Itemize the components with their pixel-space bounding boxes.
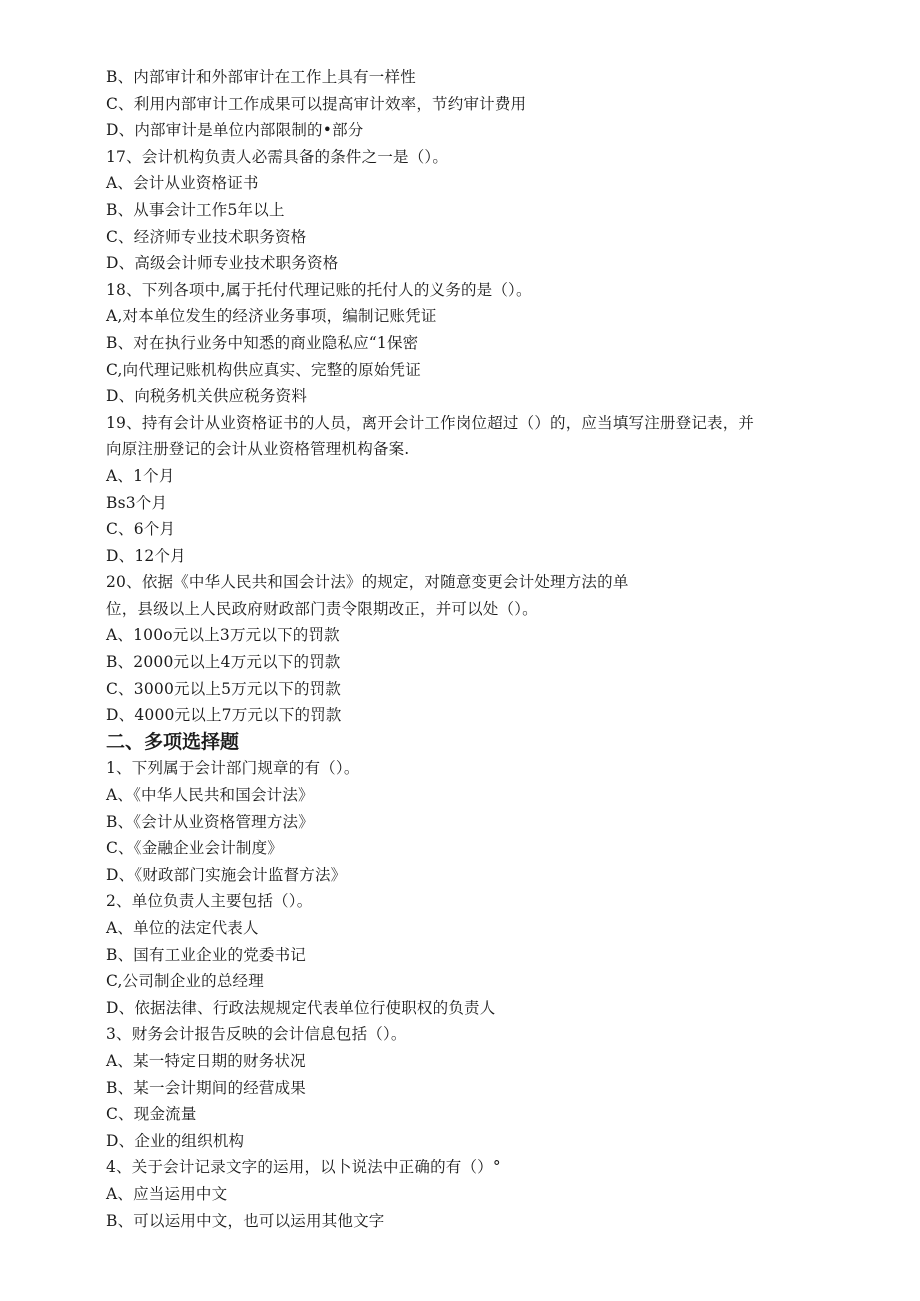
- answer-option-line: A、1个月: [106, 466, 175, 485]
- answer-option-line: A、应当运用中文: [106, 1184, 228, 1203]
- answer-option-line: D、依据法律、行政法规规定代表单位行使职权的负责人: [106, 998, 496, 1017]
- answer-option-line: A、单位的法定代表人: [106, 919, 259, 937]
- answer-option-line: D、12个月: [106, 546, 186, 565]
- answer-option-line: B、《会计从业资格管理方法》: [106, 812, 314, 831]
- answer-option-line: D、向税务机关供应税务资料: [106, 387, 308, 406]
- answer-option-line: C、《金融企业会计制度》: [106, 839, 284, 858]
- answer-option-line: D、4000元以上7万元以下的罚款: [106, 706, 342, 725]
- answer-option-line: B、某一会计期间的经营成果: [106, 1078, 306, 1097]
- answer-option-line: B、对在执行业务中知悉的商业隐私应“1保密: [106, 333, 419, 352]
- answer-option-line: B、可以运用中文，也可以运用其他文字: [106, 1211, 385, 1230]
- answer-option-line: B、从事会计工作5年以上: [106, 200, 285, 219]
- answer-option-line: C、6个月: [106, 520, 176, 539]
- answer-option-line: C,公司制企业的总经理: [106, 972, 264, 991]
- answer-option-line: A、某一特定日期的财务状况: [106, 1051, 306, 1070]
- answer-option-line: C,向代理记账机构供应真实、完整的原始凭证: [106, 360, 421, 379]
- answer-option-line: B、内部审计和外部审计在工作上具有一样性: [106, 68, 416, 86]
- answer-option-line: C、经济师专业技术职务资格: [106, 227, 307, 246]
- answer-option-line: C、利用内部审计工作成果可以提高审计效率，节约审计费用: [106, 94, 527, 113]
- answer-option-line: B、国有工业企业的党委书记: [106, 945, 306, 964]
- answer-option-line: A、《中华人民共和国会计法》: [106, 786, 314, 805]
- answer-option-line: D、企业的组织机构: [106, 1131, 245, 1150]
- answer-option-line: D、高级会计师专业技术职务资格: [106, 254, 339, 273]
- answer-option-line: A、100o元以上3万元以下的罚款: [106, 626, 340, 645]
- answer-option-line: D、《财政部门实施会计监督方法》: [106, 865, 347, 884]
- answer-option-line: C、3000元以上5万元以下的罚款: [106, 679, 342, 698]
- question-continuation-line: 向原注册登记的会计从业资格管理机构备案.: [106, 440, 410, 459]
- question-line: 1、下列属于会计部门规章的有（）。: [106, 759, 360, 778]
- question-line: 17、会计机构负责人必需具备的条件之一是（）。: [106, 147, 449, 166]
- question-line: 18、下列各项中,属于托付代理记账的托付人的义务的是（）。: [106, 280, 532, 299]
- question-line: 4、关于会计记录文字的运用，以卜说法中正确的有（）°: [106, 1158, 501, 1177]
- answer-option-line: C、现金流量: [106, 1105, 197, 1124]
- question-line: 2、单位负责人主要包括（）。: [106, 892, 313, 911]
- question-line: 19、持有会计从业资格证书的人员，离开会计工作岗位超过（）的，应当填写注册登记表，并: [106, 413, 755, 432]
- answer-option-line: Bs3个月: [106, 493, 168, 512]
- section-heading: 二、多项选择题: [106, 730, 240, 753]
- answer-option-line: A、会计从业资格证书: [106, 174, 259, 193]
- answer-option-line: A,对本单位发生的经济业务事项，编制记账凭证: [106, 307, 437, 326]
- question-continuation-line: 位，县级以上人民政府财政部门责令限期改正，并可以处（）。: [106, 599, 538, 618]
- answer-option-line: B、2000元以上4万元以下的罚款: [106, 653, 341, 672]
- question-line: 20、依据《中华人民共和国会计法》的规定，对随意变更会计处理方法的单: [106, 573, 629, 592]
- answer-option-line: D、内部审计是单位内部限制的•部分: [106, 121, 364, 140]
- question-line: 3、财务会计报告反映的会计信息包括（）。: [106, 1025, 407, 1044]
